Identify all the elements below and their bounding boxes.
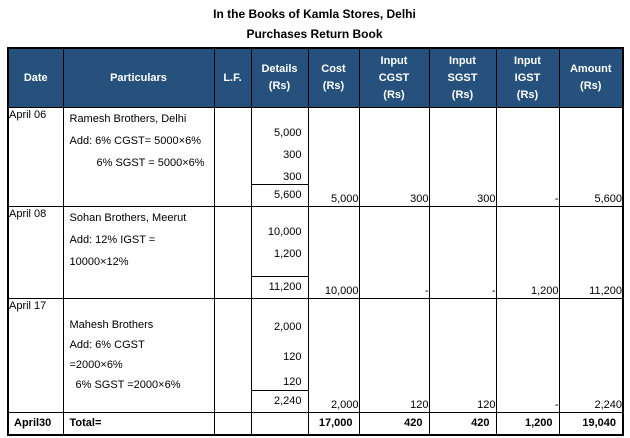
details-subtotal: 2,240 (252, 390, 308, 412)
amount-cell: 5,600 (559, 108, 623, 207)
column-header-input-sgst: Input SGST (Rs) (429, 48, 496, 108)
lf-cell (214, 207, 251, 299)
date-cell: April 08 (8, 207, 63, 299)
total-igst-cell: 1,200 (496, 413, 559, 435)
total-row (8, 413, 623, 435)
sgst-cell: 300 (429, 108, 496, 207)
page-title: In the Books of Kamla Stores, Delhi (213, 7, 416, 21)
cost-cell: 10,000 (308, 207, 359, 299)
amount-cell: 2,240 (559, 299, 623, 413)
total-cgst-cell: 420 (359, 413, 429, 435)
column-header-input-cgst: Input CGST (Rs) (359, 48, 429, 108)
lf-cell (214, 108, 251, 207)
cost-cell: 5,000 (308, 108, 359, 207)
column-header-cost: Cost (Rs) (308, 48, 359, 108)
details-line: 10,000 (267, 226, 302, 238)
details-cell (251, 299, 308, 413)
table-row-april-17 (8, 299, 623, 413)
details-subtotal: 11,200 (252, 276, 308, 298)
details-line: 2,000 (273, 321, 302, 333)
cgst-cell: - (359, 207, 429, 299)
title-block (7, 7, 622, 41)
particulars-line: Add: 6% CGST (69, 339, 145, 351)
particulars-line: =2000×6% (69, 359, 123, 371)
details-line: 300 (283, 171, 302, 183)
details-cell (251, 413, 308, 435)
total-sgst-cell: 420 (429, 413, 496, 435)
date-cell: April 17 (8, 299, 63, 413)
igst-cell: - (496, 108, 559, 207)
particulars-line: Sohan Brothers, Meerut (69, 212, 187, 224)
column-header-particulars: Particulars (63, 48, 214, 108)
cgst-cell: 300 (359, 108, 429, 207)
column-header-date: Date (8, 48, 63, 108)
date-cell: April 06 (8, 108, 63, 207)
total-amount-cell: 19,040 (559, 413, 623, 435)
details-line: 120 (283, 351, 302, 363)
details-line: 300 (283, 149, 302, 161)
header-row (8, 48, 623, 108)
column-header-lf: L.F. (214, 48, 251, 108)
details-cell (251, 108, 308, 207)
particulars-cell (63, 299, 214, 413)
details-line: 1,200 (273, 248, 302, 260)
particulars-line: 6% SGST = 5000×6% (96, 157, 205, 169)
particulars-line: Add: 6% CGST= 5000×6% (69, 135, 201, 147)
table-row-april-08 (8, 207, 623, 299)
details-subtotal: 5,600 (252, 184, 308, 206)
amount-cell: 11,200 (559, 207, 623, 299)
column-header-input-igst: Input IGST (Rs) (496, 48, 559, 108)
particulars-cell (63, 108, 214, 207)
sgst-cell: - (429, 207, 496, 299)
igst-cell: - (496, 299, 559, 413)
lf-cell (214, 413, 251, 435)
particulars-line: Mahesh Brothers (69, 319, 154, 331)
particulars-line: 6% SGST =2000×6% (75, 379, 181, 391)
particulars-line: 10000×12% (69, 256, 129, 268)
page-subtitle: Purchases Return Book (246, 27, 383, 41)
particulars-line: Add: 12% IGST = (69, 234, 156, 246)
details-cell (251, 207, 308, 299)
cost-cell: 2,000 (308, 299, 359, 413)
particulars-cell (63, 207, 214, 299)
lf-cell (214, 299, 251, 413)
total-cost-cell: 17,000 (308, 413, 359, 435)
total-label-cell: Total= (63, 413, 214, 435)
total-date-cell: April30 (8, 413, 63, 435)
details-line: 5,000 (273, 127, 302, 139)
igst-cell: 1,200 (496, 207, 559, 299)
purchases-return-table (7, 47, 624, 436)
table-row-april-06 (8, 108, 623, 207)
column-header-amount: Amount (Rs) (559, 48, 623, 108)
cgst-cell: 120 (359, 299, 429, 413)
details-line: 120 (283, 376, 302, 388)
sgst-cell: 120 (429, 299, 496, 413)
particulars-line: Ramesh Brothers, Delhi (69, 113, 187, 125)
column-header-details: Details (Rs) (251, 48, 308, 108)
